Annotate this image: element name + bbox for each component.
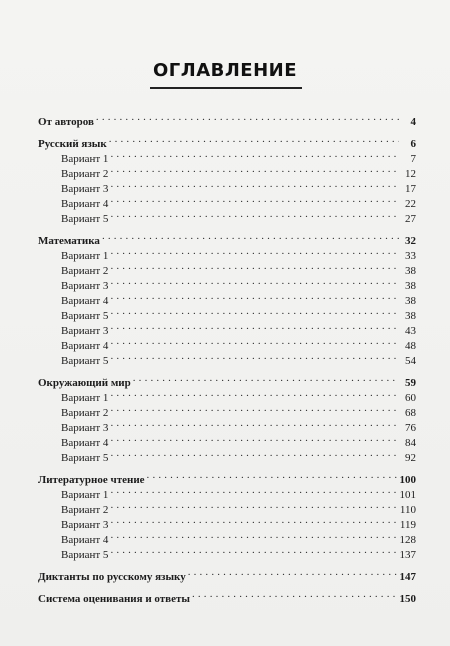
toc-entry-page: 22 bbox=[405, 198, 416, 210]
toc-entry-page: 48 bbox=[405, 340, 416, 352]
toc-entry-label: Вариант 4 bbox=[61, 295, 109, 307]
dot-leader bbox=[110, 244, 399, 259]
dot-leader bbox=[110, 304, 399, 319]
toc-entry-page: 76 bbox=[405, 422, 416, 434]
toc-entry-label: Математика bbox=[38, 235, 100, 247]
toc-entry-page: 68 bbox=[405, 407, 416, 419]
toc-entry-label: Литературное чтение bbox=[38, 474, 145, 486]
toc-entry-page: 128 bbox=[399, 534, 416, 546]
dot-leader bbox=[110, 498, 396, 513]
toc-entry-label: Вариант 2 bbox=[61, 168, 109, 180]
toc-entry-page: 54 bbox=[405, 355, 416, 367]
toc-entry-page: 38 bbox=[405, 310, 416, 322]
toc-entry-label: Вариант 5 bbox=[61, 452, 109, 464]
dot-leader bbox=[110, 147, 399, 162]
dot-leader bbox=[110, 192, 399, 207]
toc-entry-page: 92 bbox=[405, 452, 416, 464]
toc-entry-page: 32 bbox=[405, 235, 416, 247]
dot-leader bbox=[109, 132, 399, 147]
toc-entry-page: 38 bbox=[405, 280, 416, 292]
toc-entry-main[interactable] bbox=[38, 565, 416, 583]
dot-leader bbox=[110, 401, 399, 416]
dot-leader bbox=[110, 513, 396, 528]
toc-entry-label: Вариант 3 bbox=[61, 325, 109, 337]
toc-entry-page: 27 bbox=[405, 213, 416, 225]
toc-entry-page: 33 bbox=[405, 250, 416, 262]
toc-entry-label: Окружающий мир bbox=[38, 377, 131, 389]
toc-entry-page: 38 bbox=[405, 295, 416, 307]
toc-entry-label: Вариант 5 bbox=[61, 213, 109, 225]
dot-leader bbox=[110, 319, 399, 334]
toc-entry-page: 137 bbox=[399, 549, 416, 561]
toc-entry-page: 60 bbox=[405, 392, 416, 404]
dot-leader bbox=[110, 483, 396, 498]
toc-entry-label: Диктанты по русскому языку bbox=[38, 571, 186, 583]
toc-entry-page: 38 bbox=[405, 265, 416, 277]
toc-entry-label: Вариант 3 bbox=[61, 280, 109, 292]
dot-leader bbox=[192, 587, 397, 602]
dot-leader bbox=[110, 386, 399, 401]
toc-entry-main[interactable] bbox=[38, 587, 416, 605]
toc-entry-label: Вариант 4 bbox=[61, 340, 109, 352]
toc-entry-main[interactable] bbox=[38, 229, 416, 247]
toc-entry-label: Вариант 3 bbox=[61, 183, 109, 195]
dot-leader bbox=[110, 259, 399, 274]
toc-entry-page: 119 bbox=[399, 519, 416, 531]
toc-entry-main[interactable] bbox=[38, 110, 416, 128]
toc-entry-label: Вариант 5 bbox=[61, 310, 109, 322]
dot-leader bbox=[110, 274, 399, 289]
dot-leader bbox=[110, 528, 396, 543]
toc-entry-main[interactable] bbox=[38, 371, 416, 389]
toc-entry-page: 43 bbox=[405, 325, 416, 337]
dot-leader bbox=[110, 289, 399, 304]
toc-entry-page: 147 bbox=[399, 571, 416, 583]
toc-entry-label: Вариант 1 bbox=[61, 250, 109, 262]
toc-entry-page: 84 bbox=[405, 437, 416, 449]
dot-leader bbox=[110, 431, 399, 446]
toc-entry-label: Вариант 2 bbox=[61, 265, 109, 277]
dot-leader bbox=[147, 468, 397, 483]
dot-leader bbox=[110, 349, 399, 364]
dot-leader bbox=[133, 371, 399, 386]
dot-leader bbox=[110, 416, 399, 431]
table-of-contents bbox=[38, 110, 416, 605]
title-underline bbox=[150, 87, 302, 89]
dot-leader bbox=[188, 565, 397, 580]
toc-entry-page: 150 bbox=[399, 593, 416, 605]
toc-entry-label: Вариант 5 bbox=[61, 355, 109, 367]
dot-leader bbox=[102, 229, 399, 244]
toc-entry-label: Русский язык bbox=[38, 138, 107, 150]
toc-entry-label: Система оценивания и ответы bbox=[38, 593, 190, 605]
toc-entry-label: Вариант 1 bbox=[61, 153, 109, 165]
dot-leader bbox=[110, 177, 399, 192]
toc-entry-page: 17 bbox=[405, 183, 416, 195]
dot-leader bbox=[110, 207, 399, 222]
toc-entry-label: Вариант 2 bbox=[61, 504, 109, 516]
toc-entry-label: От авторов bbox=[38, 116, 94, 128]
toc-entry-label: Вариант 5 bbox=[61, 549, 109, 561]
toc-entry-label: Вариант 1 bbox=[61, 392, 109, 404]
toc-entry-label: Вариант 3 bbox=[61, 519, 109, 531]
dot-leader bbox=[110, 334, 399, 349]
toc-entry-page: 59 bbox=[405, 377, 416, 389]
dot-leader bbox=[110, 446, 399, 461]
toc-entry-page: 6 bbox=[410, 138, 416, 150]
dot-leader bbox=[110, 162, 399, 177]
toc-entry-page: 110 bbox=[399, 504, 416, 516]
toc-entry-page: 101 bbox=[399, 489, 416, 501]
toc-entry-main[interactable] bbox=[38, 468, 416, 486]
toc-entry-label: Вариант 4 bbox=[61, 198, 109, 210]
toc-entry-page: 7 bbox=[410, 153, 416, 165]
toc-entry-label: Вариант 2 bbox=[61, 407, 109, 419]
toc-entry-label: Вариант 4 bbox=[61, 437, 109, 449]
toc-entry-label: Вариант 3 bbox=[61, 422, 109, 434]
toc-entry-label: Вариант 4 bbox=[61, 534, 109, 546]
dot-leader bbox=[96, 110, 399, 125]
toc-entry-main[interactable] bbox=[38, 132, 416, 150]
toc-entry-page: 12 bbox=[405, 168, 416, 180]
toc-entry-page: 4 bbox=[410, 116, 416, 128]
dot-leader bbox=[110, 543, 396, 558]
toc-entry-page: 100 bbox=[399, 474, 416, 486]
page-title: ОГЛАВЛЕНИЕ bbox=[152, 60, 298, 81]
toc-entry-label: Вариант 1 bbox=[61, 489, 109, 501]
